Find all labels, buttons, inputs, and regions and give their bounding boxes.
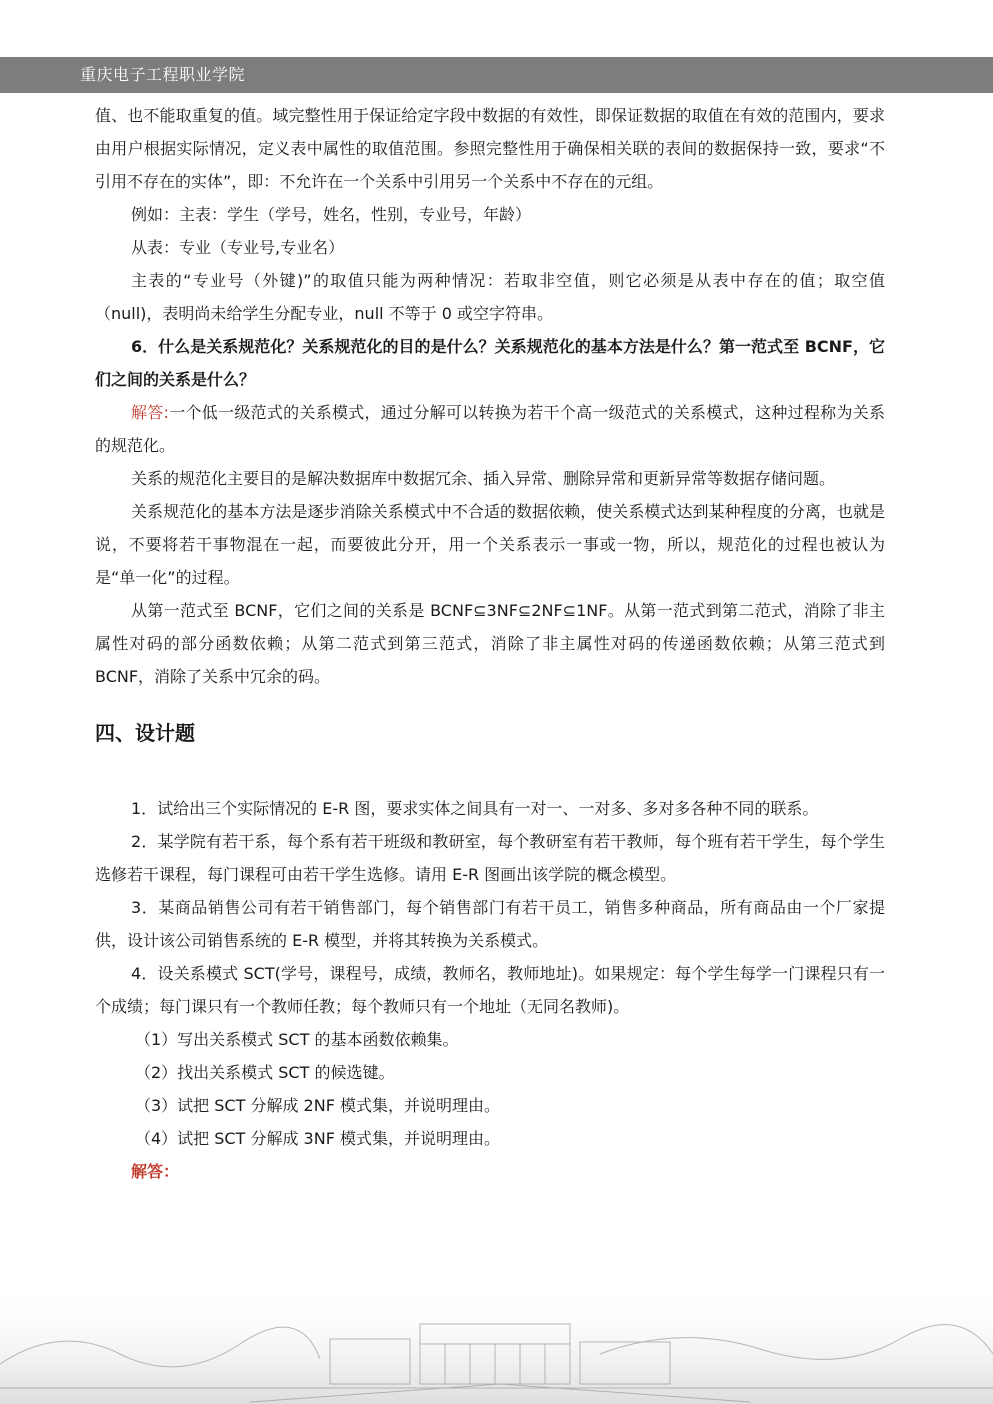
sub-item: （3）试把 SCT 分解成 2NF 模式集，并说明理由。 [135, 1096, 500, 1115]
design-question: 1．试给出三个实际情况的 E-R 图，要求实体之间具有一对一、一对多、多对多各种不同的联系。 [131, 799, 819, 818]
sub-item: （4）试把 SCT 分解成 3NF 模式集，并说明理由。 [135, 1129, 500, 1148]
answer-label: 解答: [131, 403, 169, 422]
paragraph: 关系的规范化主要目的是解决数据库中数据冗余、插入异常、删除异常和更新异常等数据存储问题。 [131, 469, 836, 488]
paragraph: 主表的“专业号（外键)”的取值只能为两种情况：若取非空值，则它必须是从表中存在的值；取空值（null)，表明尚未给学生分配专业，null 不等于 0 或空字符串。 [95, 271, 885, 323]
paragraph: 值、也不能取重复的值。域完整性用于保证给定字段中数据的有效性，即保证数据的取值在有效的范围内，要求由用户根据实际情况，定义表中属性的取值范围。参照完整性用于确保相关联的表间的数据保持一致，要求“不引用不存在的实体”，即：不允许在一个关系中引用另一个关系中不存在的元组。 [95, 106, 885, 191]
header-bar [0, 57, 993, 93]
question-6: 6．什么是关系规范化？关系规范化的目的是什么？关系规范化的基本方法是什么？第一范式至 BCNF，它们之间的关系是什么？ [95, 337, 885, 389]
paragraph: 关系规范化的基本方法是逐步消除关系模式中不合适的数据依赖，使关系模式达到某种程度的分离，也就是说，不要将若干事物混在一起，而要彼此分开，用一个关系表示一事或一物，所以，规范化的过程也被认为是“单一化”的过程。 [95, 502, 885, 587]
section-heading: 四、设计题 [95, 721, 195, 745]
paragraph: 例如：主表：学生（学号，姓名，性别，专业号，年龄） [131, 205, 532, 224]
campus-sketch-footer [0, 1284, 993, 1404]
design-question: 2．某学院有若干系，每个系有若干班级和教研室，每个教研室有若干教师，每个班有若干学生，每个学生选修若干课程，每门课程可由若干学生选修。请用 E-R 图画出该学院的概念模型。 [95, 832, 885, 884]
page-content [95, 99, 885, 1188]
design-question: 3．某商品销售公司有若干销售部门，每个销售部门有若干员工，销售多种商品，所有商品由一个厂家提供，设计该公司销售系统的 E-R 模型，并将其转换为关系模式。 [95, 898, 885, 950]
sub-item: （1）写出关系模式 SCT 的基本函数依赖集。 [135, 1030, 459, 1049]
design-question: 4．设关系模式 SCT(学号，课程号，成绩，教师名，教师地址)。如果规定：每个学生每学一门课程只有一个成绩；每门课只有一个教师任教；每个教师只有一个地址（无同名教师)。 [95, 964, 885, 1016]
answer-6-text: 一个低一级范式的关系模式，通过分解可以转换为若干个高一级范式的关系模式，这种过程称为关系的规范化。 [95, 403, 885, 455]
final-answer-label: 解答： [131, 1162, 180, 1181]
header-title: 重庆电子工程职业学院 [80, 65, 246, 84]
sub-item: （2）找出关系模式 SCT 的候选键。 [135, 1063, 395, 1082]
paragraph: 从表：专业（专业号,专业名） [131, 238, 345, 257]
answer-6-paragraph [95, 396, 885, 462]
paragraph: 从第一范式至 BCNF，它们之间的关系是 BCNF⊆3NF⊆2NF⊆1NF。从第一范式到第二范式，消除了非主属性对码的部分函数依赖；从第二范式到第三范式，消除了非主属性对码的传递函数依赖；从第三范式到 BCNF，消除了关系中冗余的码。 [95, 601, 885, 686]
